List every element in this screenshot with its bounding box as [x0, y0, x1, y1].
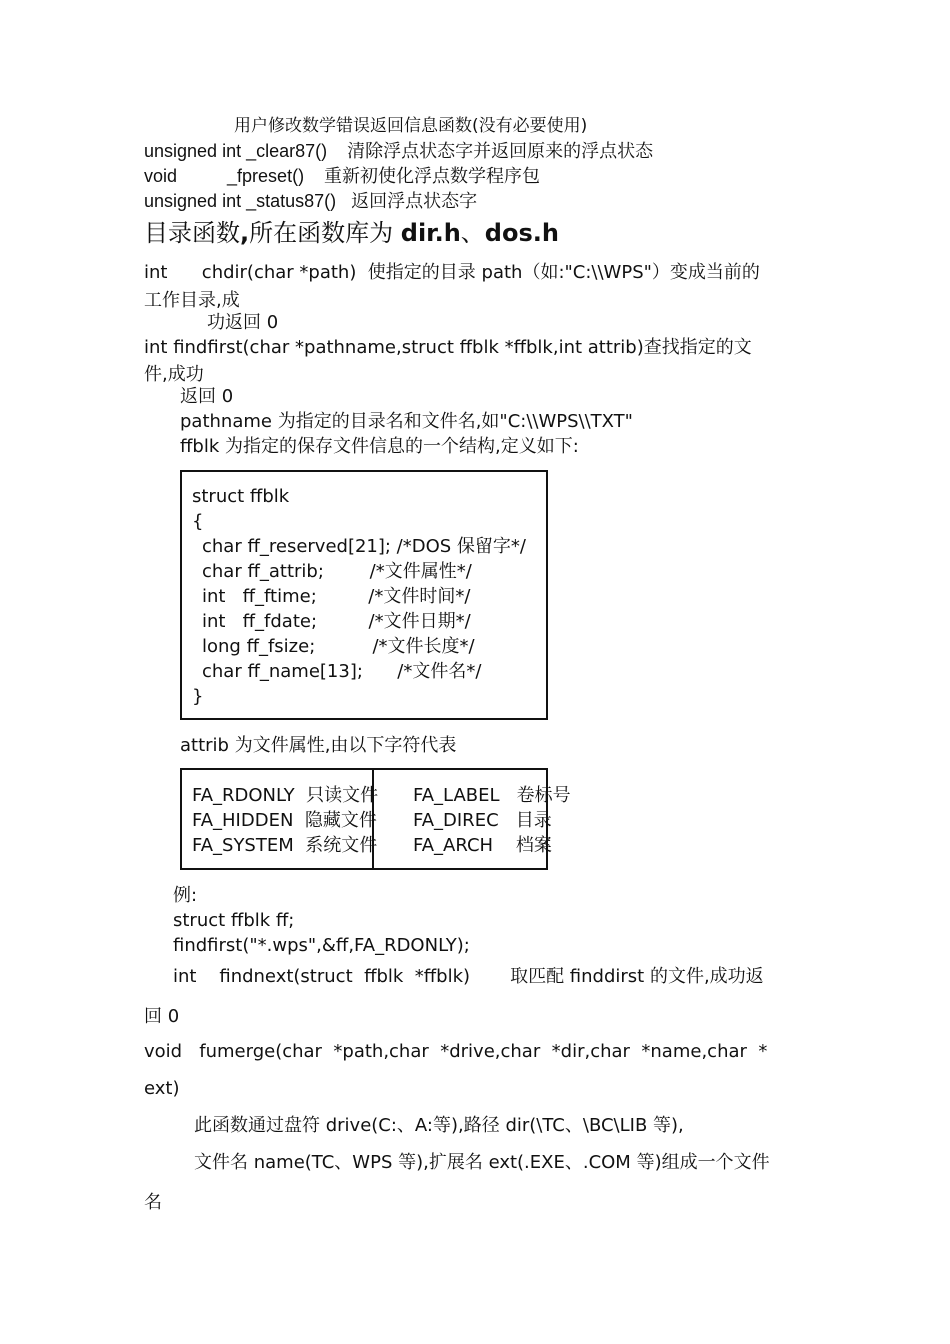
attrib-right-1: FA_LABEL 卷标号: [413, 785, 571, 806]
findfirst-ffblk: ffblk 为指定的保存文件信息的一个结构,定义如下:: [180, 436, 579, 457]
line-math-error-title: 用户修改数学错误返回信息函数(没有必要使用): [234, 116, 588, 136]
struct-line-6: int ff_fdate; /*文件日期*/: [202, 611, 471, 632]
struct-line-1: struct ffblk: [192, 486, 290, 507]
struct-line-5: int ff_ftime; /*文件时间*/: [202, 586, 471, 607]
attrib-right-2: FA_DIREC 目录: [413, 810, 552, 831]
struct-line-9: }: [192, 686, 204, 707]
section-heading: [144, 218, 559, 248]
line-fpreset: void _fpreset() 重新初使化浮点数学程序包: [144, 166, 541, 186]
line-status87: unsigned int _status87() 返回浮点状态字: [144, 191, 478, 211]
line-clear87: unsigned int _clear87() 清除浮点状态字并返回原来的浮点状态: [144, 141, 654, 161]
heading-pre: 目录函数: [144, 219, 240, 247]
struct-line-2: {: [192, 511, 204, 532]
attrib-left-1: FA_RDONLY 只读文件: [192, 785, 379, 806]
attrib-left-3: FA_SYSTEM 系统文件: [192, 835, 378, 856]
fumerge-line-3: 此函数通过盘符 drive(C:、A:等),路径 dir(\TC、\BC\LIB 等),: [194, 1115, 684, 1136]
findfirst-line-3: 返回 0: [180, 386, 234, 407]
struct-line-4: char ff_attrib; /*文件属性*/: [202, 561, 472, 582]
fumerge-line-2: ext): [144, 1078, 180, 1099]
findfirst-line-1: int findfirst(char *pathname,struct ffblk *ffblk,int attrib)查找指定的文: [144, 337, 752, 358]
findfirst-line-2: 件,成功: [144, 364, 204, 385]
struct-line-7: long ff_fsize; /*文件长度*/: [202, 636, 475, 657]
attrib-desc: attrib 为文件属性,由以下字符代表: [180, 735, 457, 756]
findfirst-pathname: pathname 为指定的目录名和文件名,如"C:\\WPS\\TXT": [180, 411, 633, 432]
heading-sep: 、: [460, 219, 485, 247]
example-label: 例:: [173, 885, 198, 906]
findnext-line-2: 回 0: [144, 1006, 180, 1027]
findnext-line-1: int findnext(struct ffblk *ffblk) 取匹配 finddirst 的文件,成功返: [173, 966, 764, 987]
chdir-line-3: 功返回 0: [207, 312, 279, 333]
heading-lib-dos: dos.h: [484, 219, 559, 247]
chdir-line-2: 工作目录,成: [144, 290, 240, 311]
struct-line-8: char ff_name[13]; /*文件名*/: [202, 661, 482, 682]
heading-comma: ,: [240, 219, 250, 247]
heading-text: 所在函数库为: [249, 219, 401, 247]
example-line-1: struct ffblk ff;: [173, 910, 295, 931]
heading-lib-dir: dir.h: [400, 219, 461, 247]
struct-line-3: char ff_reserved[21]; /*DOS 保留字*/: [202, 536, 526, 557]
fumerge-line-1: void fumerge(char *path,char *drive,char *dir,char *name,char *: [144, 1041, 768, 1062]
chdir-line-1: int chdir(char *path) 使指定的目录 path（如:"C:\\WPS"）变成当前的: [144, 262, 760, 283]
attrib-left-2: FA_HIDDEN 隐藏文件: [192, 810, 377, 831]
fumerge-line-5: 名: [144, 1192, 162, 1213]
fumerge-line-4: 文件名 name(TC、WPS 等),扩展名 ext(.EXE、.COM 等)组成一个文件: [194, 1152, 770, 1173]
attrib-right-3: FA_ARCH 档案: [413, 835, 552, 856]
example-line-2: findfirst("*.wps",&ff,FA_RDONLY);: [173, 935, 470, 956]
